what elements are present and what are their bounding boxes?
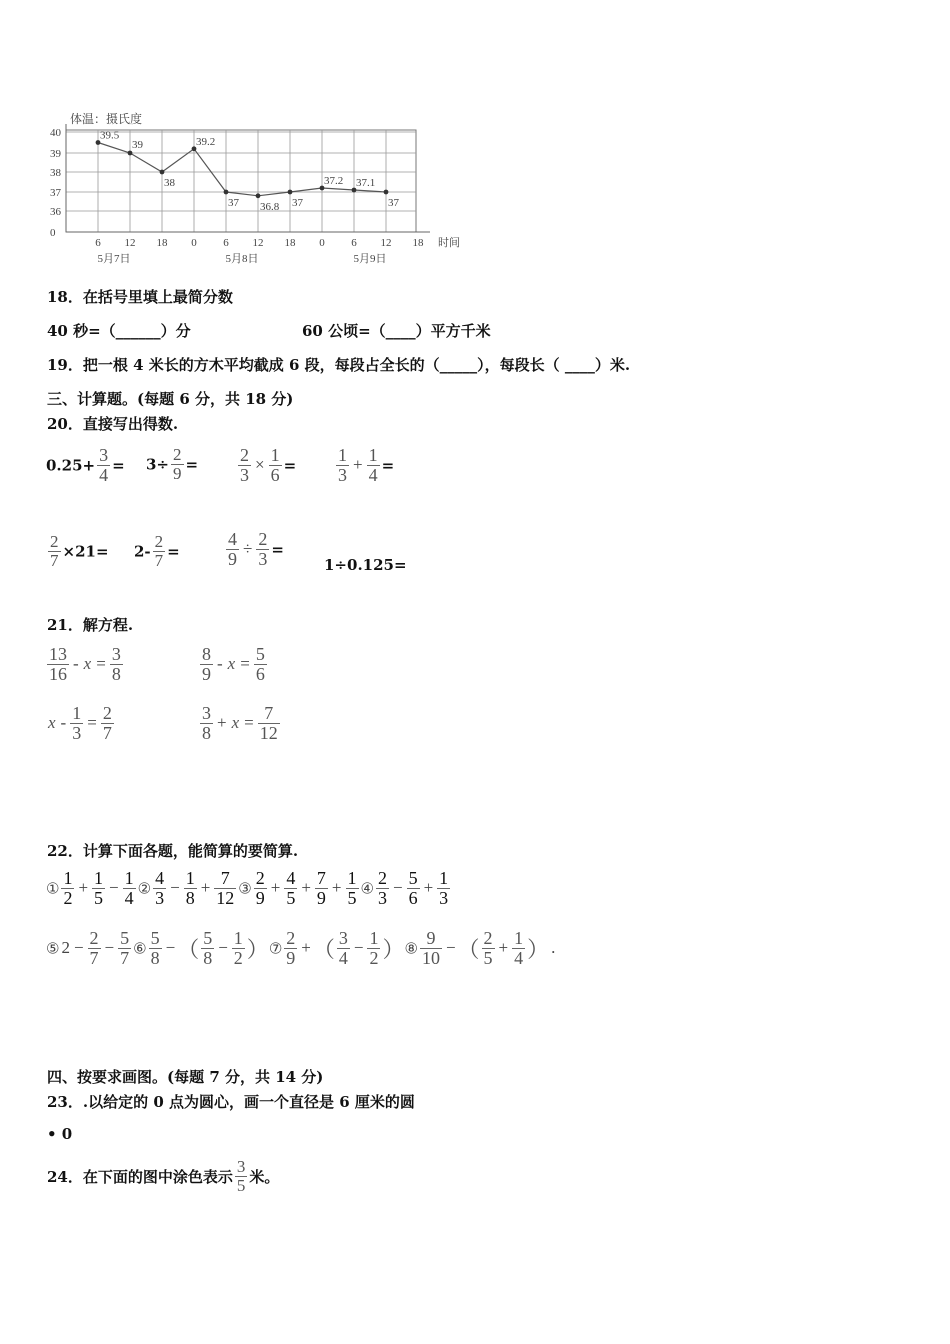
q21-title: 21．解方程. <box>47 616 134 634</box>
section-3-title: 三、计算题。(每题 6 分，共 18 分) <box>47 390 294 408</box>
chart-y-tick-label: 0 <box>50 227 56 239</box>
chart-x-tick-label: 18 <box>284 237 296 249</box>
chart-data-label: 37.2 <box>324 175 344 187</box>
chart-y-tick-label: 40 <box>50 127 61 139</box>
chart-title: 体温：摄氏度 <box>70 112 143 126</box>
q22-title: 22．计算下面各题，能简算的要简算. <box>47 842 299 860</box>
q18-part-b: 60 公顷=（____）平方千米 <box>302 322 491 340</box>
q18-part-a: 40 秒=（______）分 <box>47 322 191 340</box>
chart-x-tick-label: 0 <box>319 237 325 249</box>
q20-expr-8: 1÷0.125= <box>324 556 407 574</box>
chart-x-tick-label: 12 <box>124 237 136 249</box>
chart-x-tick-label: 6 <box>223 237 229 249</box>
q19-text: 19．把一根 4 米长的方木平均截成 6 段，每段占全长的（_____），每段长（ ____）米. <box>47 356 631 374</box>
q20-expr-1: 0.25+ $\frac{3}{4}$ = <box>46 445 125 485</box>
chart-x-tick-label: 12 <box>252 237 264 249</box>
chart-data-label: 39.5 <box>100 129 120 142</box>
q20-title: 20．直接写出得数. <box>47 415 179 433</box>
chart-x-tick-label: 18 <box>156 237 168 249</box>
q21-equation-1: $\frac{13}{16}$ - x = $\frac{3}{8}$ <box>49 644 121 684</box>
chart-y-tick-label: 38 <box>50 167 61 179</box>
q22-row-1: ① $\frac{1}{2}$ + $\frac{1}{5}$ − $\frac{1}{4}$ ② $\frac{4}{3}$ − $\frac{1}{8}$ + $\frac{7}{12}$ ③ $\frac{2}{9}$ + $\frac{4}{5}$ + $\frac{7}{9}$ + $\frac{1}{5}$ ④ $\frac{2}{3}$ − $\frac{5}{6}$ + $\frac{1}{3}$ <box>46 868 449 908</box>
chart-x-tick-label: 18 <box>412 237 424 249</box>
chart-y-tick-label: 36 <box>50 206 61 218</box>
q22-row-2: ⑤ 2 − $\frac{2}{7}$ − $\frac{5}{7}$ ⑥ $\frac{5}{8}$ −（ $\frac{5}{8}$ − $\frac{1}{2}$ ）⑦ $\frac{2}{9}$ +（ $\frac{3}{4}$ − $\frac{1}{2}$ ）⑧ $\frac{9}{10}$ −（ $\frac{2}{5}$ + $\frac{1}{4}$ ） . <box>46 928 556 968</box>
chart-data-point <box>288 190 293 195</box>
q21-equation-4: $\frac{3}{8}$ + x = $\frac{7}{12}$ <box>202 703 278 743</box>
q21-equation-2: $\frac{8}{9}$ - x = $\frac{5}{6}$ <box>202 644 265 684</box>
q20-expr-5: $\frac{2}{7}$ ×21= <box>50 532 109 570</box>
chart-day-label: 5月9日 <box>353 253 387 265</box>
section-4-title: 四、按要求画图。(每题 7 分，共 14 分) <box>47 1068 324 1086</box>
chart-data-label: 39 <box>132 139 143 151</box>
chart-day-label: 5月7日 <box>97 253 131 265</box>
chart-data-label: 37 <box>388 197 399 209</box>
chart-data-label: 37 <box>292 197 303 209</box>
chart-x-tick-label: 6 <box>351 237 357 249</box>
q20-expr-3: $\frac{2}{3}$ × $\frac{1}{6}$ = <box>240 445 297 485</box>
chart-data-point <box>224 190 229 195</box>
chart-data-label: 37.1 <box>356 177 376 189</box>
q18-title: 18．在括号里填上最简分数 <box>47 288 233 306</box>
chart-data-point <box>128 151 133 156</box>
chart-x-tick-label: 0 <box>191 237 197 249</box>
q24-text: 24．在下面的图中涂色表示 $\frac{3}{5}$ 米。 <box>47 1157 280 1195</box>
chart-data-point <box>160 170 165 175</box>
chart-data-point <box>256 193 261 198</box>
chart-x-tick-label: 6 <box>95 237 101 249</box>
chart-x-axis-label: 时间 <box>438 237 460 249</box>
q23-text: 23．.以给定的 0 点为圆心，画一个直径是 6 厘米的圆 <box>47 1093 415 1111</box>
q20-expr-6: 2- $\frac{2}{7}$ = <box>134 532 180 570</box>
chart-data-label: 39.2 <box>196 135 216 148</box>
q20-expr-4: $\frac{1}{3}$ + $\frac{1}{4}$ = <box>338 445 395 485</box>
chart-data-label: 38 <box>164 177 175 189</box>
chart-day-label: 5月8日 <box>225 253 259 265</box>
chart-data-point <box>384 190 389 195</box>
temperature-line-chart <box>40 108 470 268</box>
q21-equation-3: x - $\frac{1}{3}$ = $\frac{2}{7}$ <box>48 703 112 743</box>
q20-expr-2: 3÷ $\frac{2}{9}$ = <box>146 445 199 483</box>
chart-y-tick-label: 37 <box>50 187 61 199</box>
chart-data-label: 37 <box>228 197 239 209</box>
q20-expr-7: $\frac{4}{9}$ ÷ $\frac{2}{3}$ = <box>228 529 284 569</box>
chart-data-label: 36.8 <box>260 200 280 213</box>
q23-center-point: • 0 <box>47 1125 73 1143</box>
chart-y-tick-label: 39 <box>50 148 61 160</box>
chart-x-tick-label: 12 <box>380 237 392 249</box>
